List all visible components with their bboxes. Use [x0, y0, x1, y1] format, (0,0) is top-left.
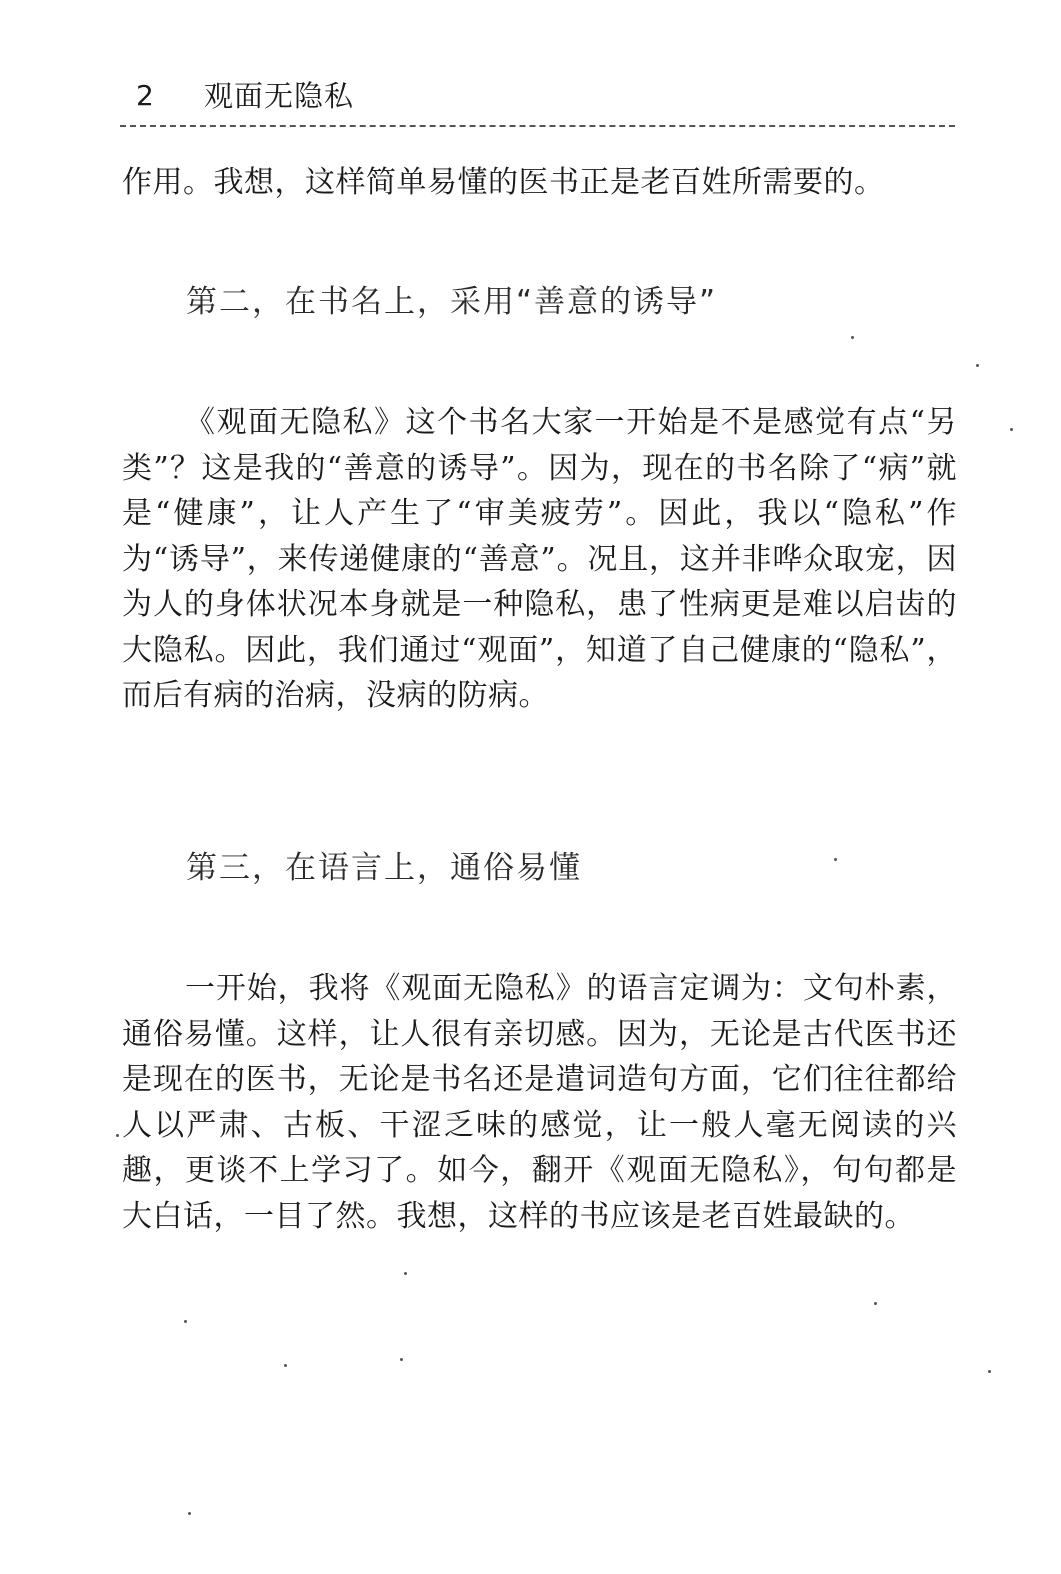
scan-speck: [834, 858, 837, 861]
section-heading-2: 第二，在书名上，采用“善意的诱导”: [186, 284, 718, 320]
scan-speck: [116, 1134, 119, 1137]
page-header: [122, 76, 957, 116]
scan-speck: [188, 1512, 191, 1515]
scan-speck: [284, 1364, 287, 1367]
section-heading-3: 第三，在语言上，通俗易懂: [186, 850, 582, 886]
scan-speck: [184, 1320, 187, 1323]
scan-speck: [404, 1272, 407, 1275]
page-number: 2: [136, 79, 154, 112]
scan-speck: [976, 364, 979, 367]
scan-speck: [874, 1302, 877, 1305]
section-paragraph-3: 一开始，我将《观面无隐私》的语言定调为：文句朴素，通俗易懂。这样，让人很有亲切感。因为，无论是古代医书还是现在的医书，无论是书名还是遣词造句方面，它们往往都给人以严肃、古板、干涩乏味的感觉，让一般人毫无阅读的兴趣，更谈不上学习了。如今，翻开《观面无隐私》，句句都是大白话，一目了然。我想，这样的书应该是老百姓最缺的。: [122, 971, 957, 1234]
scan-speck: [400, 1358, 403, 1361]
running-title: 观面无隐私: [204, 79, 355, 113]
scan-speck: [1010, 428, 1013, 431]
scan-speck: [851, 336, 854, 339]
header-divider: [120, 125, 955, 127]
continuation-paragraph: 作用。我想，这样简单易懂的医书正是老百姓所需要的。: [122, 165, 885, 200]
section-paragraph-2: 《观面无隐私》这个书名大家一开始是不是感觉有点“另类”？这是我的“善意的诱导”。因为，现在的书名除了“病”就是“健康”，让人产生了“审美疲劳”。因此，我以“隐私”作为“诱导”，来传递健康的“善意”。况且，这并非哗众取宠，因为人的身体状况本身就是一种隐私，患了性病更是难以启齿的大隐私。因此，我们通过“观面”，知道了自己健康的“隐私”，而后有病的治病，没病的防病。: [122, 405, 957, 713]
scan-speck: [988, 1370, 991, 1373]
